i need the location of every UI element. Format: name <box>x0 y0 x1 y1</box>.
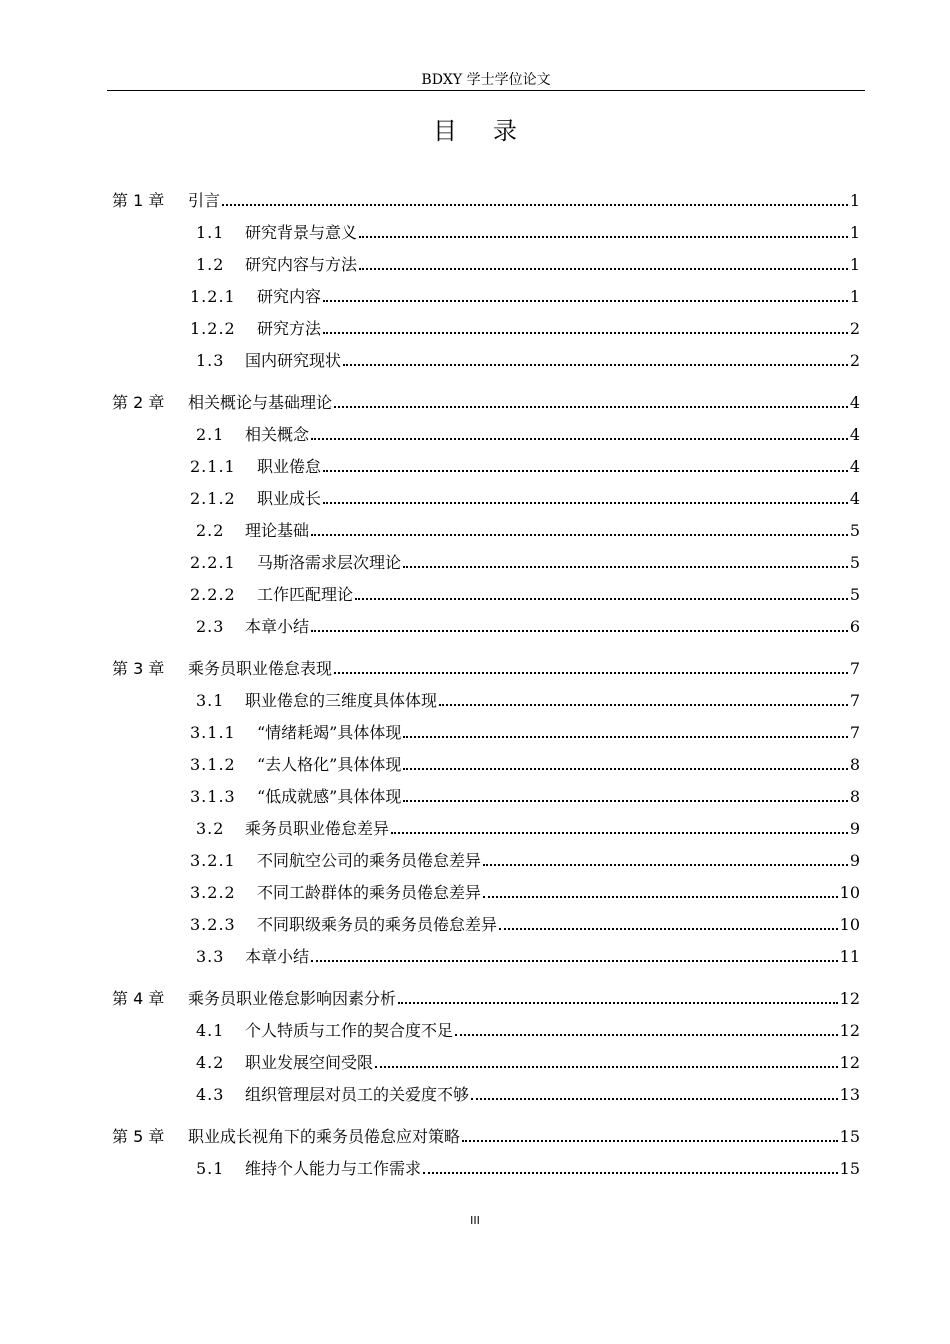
toc-entry-page: 15 <box>839 1159 860 1178</box>
toc-entry-title: 职业成长视角下的乘务员倦怠应对策略 <box>188 1127 461 1146</box>
toc-entry-title: “情绪耗竭”具体体现 <box>257 723 402 742</box>
toc-entry-number: 3.3 <box>196 947 225 966</box>
toc-entry-title: 国内研究现状 <box>245 351 342 370</box>
toc-dot-leader <box>311 438 848 440</box>
toc-dot-leader <box>483 896 838 898</box>
toc-entry-number: 3.1 <box>196 691 225 710</box>
toc-entry-title: “低成就感”具体体现 <box>257 787 402 806</box>
toc-dot-leader <box>359 268 848 270</box>
toc-entry-title: 理论基础 <box>245 521 310 540</box>
toc-dot-leader <box>311 960 838 962</box>
toc-entry-level-3[interactable] <box>112 308 860 340</box>
table-of-contents <box>112 180 860 1180</box>
toc-entry-number: 3.2.2 <box>190 883 236 902</box>
toc-entry-number: 1.3 <box>196 351 225 370</box>
toc-entry-title: 职业成长 <box>257 489 322 508</box>
toc-entry-title: 乘务员职业倦怠表现 <box>188 659 333 678</box>
toc-dot-leader <box>403 768 847 770</box>
toc-entry-number: 第 1 章 <box>112 191 165 210</box>
toc-entry-level-2[interactable] <box>112 936 860 968</box>
toc-entry-level-3[interactable] <box>112 478 860 510</box>
toc-dot-leader <box>455 1034 838 1036</box>
toc-entry-number: 1.2 <box>196 255 225 274</box>
toc-entry-level-3[interactable] <box>112 712 860 744</box>
toc-entry-level-1[interactable] <box>112 180 860 212</box>
toc-entry-number: 1.1 <box>196 223 225 242</box>
toc-entry-title: 乘务员职业倦怠影响因素分析 <box>188 989 397 1008</box>
toc-entry-page: 9 <box>849 819 860 838</box>
toc-entry-page: 10 <box>839 883 860 902</box>
toc-dot-leader <box>471 1098 838 1100</box>
toc-entry-level-2[interactable] <box>112 340 860 372</box>
toc-entry-number: 第 3 章 <box>112 659 165 678</box>
toc-entry-level-2[interactable] <box>112 1148 860 1180</box>
toc-dot-leader <box>323 332 848 334</box>
toc-entry-page: 9 <box>849 851 860 870</box>
toc-entry-title: 不同航空公司的乘务员倦怠差异 <box>257 851 482 870</box>
toc-entry-level-2[interactable] <box>112 1042 860 1074</box>
toc-entry-number: 5.1 <box>196 1159 225 1178</box>
toc-entry-level-1[interactable] <box>112 1116 860 1148</box>
toc-entry-title: 引言 <box>188 191 221 210</box>
toc-dot-leader <box>311 630 848 632</box>
toc-entry-number: 1.2.2 <box>190 319 236 338</box>
toc-entry-title: 研究内容 <box>257 287 322 306</box>
toc-entry-page: 4 <box>849 457 860 476</box>
toc-entry-number: 2.1.1 <box>190 457 236 476</box>
toc-entry-page: 2 <box>849 351 860 370</box>
toc-entry-level-2[interactable] <box>112 1074 860 1106</box>
toc-entry-title: 组织管理层对员工的关爱度不够 <box>245 1085 470 1104</box>
toc-entry-page: 1 <box>849 223 860 242</box>
toc-dot-leader <box>355 598 848 600</box>
toc-entry-title: 不同职级乘务员的乘务员倦怠差异 <box>257 915 498 934</box>
toc-entry-title: 不同工龄群体的乘务员倦怠差异 <box>257 883 482 902</box>
toc-entry-level-2[interactable] <box>112 680 860 712</box>
toc-entry-page: 8 <box>849 755 860 774</box>
toc-entry-level-2[interactable] <box>112 212 860 244</box>
toc-entry-page: 15 <box>839 1127 860 1146</box>
toc-entry-number: 2.1 <box>196 425 225 444</box>
toc-dot-leader <box>222 204 848 206</box>
toc-entry-page: 12 <box>839 1053 860 1072</box>
toc-dot-leader <box>323 300 848 302</box>
toc-dot-leader <box>343 364 848 366</box>
toc-dot-leader <box>423 1172 838 1174</box>
toc-dot-leader <box>403 800 847 802</box>
toc-entry-level-2[interactable] <box>112 1010 860 1042</box>
toc-entry-page: 5 <box>849 585 860 604</box>
toc-dot-leader <box>334 406 848 408</box>
toc-entry-title: 马斯洛需求层次理论 <box>257 553 402 572</box>
toc-entry-number: 3.1.1 <box>190 723 236 742</box>
toc-entry-title: 乘务员职业倦怠差异 <box>245 819 390 838</box>
toc-entry-number: 3.2.3 <box>190 915 236 934</box>
toc-entry-page: 4 <box>849 489 860 508</box>
toc-entry-page: 4 <box>849 425 860 444</box>
toc-dot-leader <box>398 1002 838 1004</box>
toc-entry-page: 7 <box>849 659 860 678</box>
toc-entry-level-3[interactable] <box>112 276 860 308</box>
toc-entry-page: 1 <box>849 191 860 210</box>
toc-entry-level-3[interactable] <box>112 776 860 808</box>
toc-entry-number: 2.2.1 <box>190 553 236 572</box>
toc-entry-page: 10 <box>839 915 860 934</box>
toc-entry-page: 13 <box>839 1085 860 1104</box>
toc-entry-number: 1.2.1 <box>190 287 236 306</box>
toc-entry-level-3[interactable] <box>112 904 860 936</box>
toc-entry-number: 第 4 章 <box>112 989 165 1008</box>
toc-entry-number: 4.2 <box>196 1053 225 1072</box>
toc-entry-title: 研究方法 <box>257 319 322 338</box>
toc-entry-page: 1 <box>849 287 860 306</box>
toc-entry-page: 7 <box>849 723 860 742</box>
toc-entry-title: 职业倦怠的三维度具体体现 <box>245 691 438 710</box>
toc-entry-number: 第 2 章 <box>112 393 165 412</box>
toc-entry-page: 7 <box>849 691 860 710</box>
toc-entry-page: 5 <box>849 521 860 540</box>
toc-entry-title: 研究内容与方法 <box>245 255 358 274</box>
toc-entry-level-3[interactable] <box>112 744 860 776</box>
toc-entry-number: 2.3 <box>196 617 225 636</box>
toc-entry-level-3[interactable] <box>112 446 860 478</box>
toc-entry-title: 维持个人能力与工作需求 <box>245 1159 422 1178</box>
toc-entry-page: 5 <box>849 553 860 572</box>
toc-dot-leader <box>323 502 848 504</box>
toc-entry-number: 3.2 <box>196 819 225 838</box>
toc-entry-title: 职业倦怠 <box>257 457 322 476</box>
page-title: 目录 <box>433 117 553 145</box>
toc-entry-number: 2.2 <box>196 521 225 540</box>
toc-entry-number: 3.1.3 <box>190 787 236 806</box>
toc-entry-number: 2.1.2 <box>190 489 236 508</box>
toc-entry-page: 2 <box>849 319 860 338</box>
toc-dot-leader <box>499 928 838 930</box>
toc-dot-leader <box>483 864 848 866</box>
toc-entry-title: “去人格化”具体体现 <box>257 755 402 774</box>
toc-entry-page: 12 <box>839 989 860 1008</box>
toc-entry-level-1[interactable] <box>112 382 860 414</box>
toc-entry-page: 12 <box>839 1021 860 1040</box>
toc-dot-leader <box>334 672 848 674</box>
toc-entry-level-1[interactable] <box>112 978 860 1010</box>
toc-entry-number: 第 5 章 <box>112 1127 165 1146</box>
toc-dot-leader <box>391 832 848 834</box>
toc-entry-level-1[interactable] <box>112 648 860 680</box>
toc-entry-title: 相关概论与基础理论 <box>188 393 333 412</box>
toc-dot-leader <box>323 470 848 472</box>
toc-entry-level-2[interactable] <box>112 244 860 276</box>
toc-entry-level-3[interactable] <box>112 542 860 574</box>
toc-entry-title: 本章小结 <box>245 947 310 966</box>
toc-dot-leader <box>403 736 847 738</box>
toc-entry-level-2[interactable] <box>112 510 860 542</box>
toc-entry-title: 本章小结 <box>245 617 310 636</box>
toc-entry-level-2[interactable] <box>112 808 860 840</box>
toc-entry-level-2[interactable] <box>112 606 860 638</box>
header-rule <box>107 90 865 91</box>
toc-entry-page: 8 <box>849 787 860 806</box>
toc-entry-page: 4 <box>849 393 860 412</box>
toc-entry-page: 11 <box>839 947 860 966</box>
toc-entry-level-2[interactable] <box>112 414 860 446</box>
toc-dot-leader <box>359 236 848 238</box>
toc-entry-title: 研究背景与意义 <box>245 223 358 242</box>
toc-entry-number: 2.2.2 <box>190 585 236 604</box>
toc-entry-title: 工作匹配理论 <box>257 585 354 604</box>
toc-entry-level-3[interactable] <box>112 872 860 904</box>
toc-entry-title: 职业发展空间受限 <box>245 1053 374 1072</box>
toc-entry-number: 3.1.2 <box>190 755 236 774</box>
toc-dot-leader <box>439 704 848 706</box>
toc-entry-number: 3.2.1 <box>190 851 236 870</box>
toc-entry-title: 相关概念 <box>245 425 310 444</box>
toc-entry-page: 1 <box>849 255 860 274</box>
toc-entry-number: 4.1 <box>196 1021 225 1040</box>
running-header: BDXY 学士学位论文 <box>421 72 551 88</box>
toc-entry-level-3[interactable] <box>112 574 860 606</box>
page-number: III <box>470 1214 480 1227</box>
toc-dot-leader <box>462 1140 838 1142</box>
toc-dot-leader <box>311 534 848 536</box>
toc-entry-level-3[interactable] <box>112 840 860 872</box>
toc-dot-leader <box>403 566 848 568</box>
toc-entry-page: 6 <box>849 617 860 636</box>
toc-dot-leader <box>375 1066 838 1068</box>
toc-entry-number: 4.3 <box>196 1085 225 1104</box>
toc-entry-title: 个人特质与工作的契合度不足 <box>245 1021 454 1040</box>
